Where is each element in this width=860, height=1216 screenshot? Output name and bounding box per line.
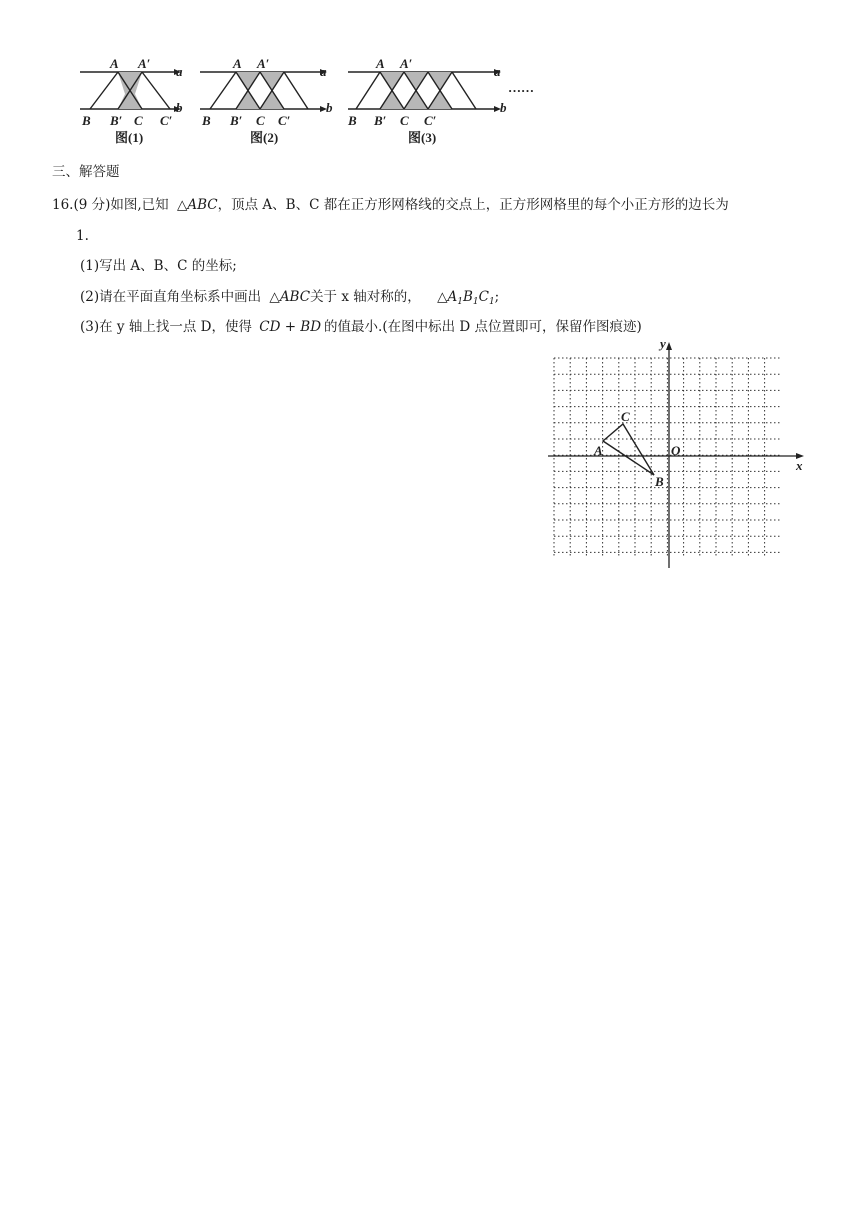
part3-expression: CD + BD [259, 319, 322, 335]
label-A: A [233, 56, 242, 71]
label-B: B [82, 113, 91, 128]
label-b: b [176, 100, 183, 115]
problem-suffix: ，顶点 A、B、C 都在正方形网格线的交点上，正方形网格里的每个小正方形的边长为 [217, 197, 729, 213]
label-a: a [494, 64, 501, 79]
coordinate-grid-figure [540, 338, 810, 572]
problem-16-line1 [52, 196, 729, 214]
label-b: b [500, 100, 507, 115]
label-C: C [256, 113, 265, 128]
label-A-prime: A′ [138, 56, 151, 71]
part-2 [80, 288, 499, 311]
part2-triangle: ABC [279, 289, 311, 305]
label-A-prime: A′ [257, 56, 270, 71]
subscript-1: 1 [457, 297, 463, 307]
label-C-prime: C′ [160, 113, 173, 128]
section-heading: 三、解答题 [52, 164, 120, 180]
problem-16-line2: 1. [76, 228, 89, 244]
part2-B1: B [462, 289, 473, 305]
origin-label: O [671, 443, 681, 458]
label-A-prime: A′ [400, 56, 413, 71]
label-A: A [376, 56, 385, 71]
label-a: a [176, 64, 183, 79]
ellipsis: …… [508, 80, 534, 95]
label-C-prime: C′ [424, 113, 437, 128]
label-B: B [202, 113, 211, 128]
subscript-1: 1 [472, 297, 479, 307]
label-A: A [110, 56, 119, 71]
label-B-prime: B′ [374, 113, 387, 128]
triangle-symbol: △ [176, 197, 188, 213]
caption-fig2: 图(2) [250, 130, 279, 145]
shade-bottom-fig1 [118, 94, 142, 109]
part2-C1: C [478, 289, 489, 305]
axis-y-label: y [660, 338, 666, 351]
label-C: C [134, 113, 143, 128]
label-a: a [320, 64, 327, 79]
triangle-symbol: △ [437, 289, 448, 305]
label-B: B [348, 113, 357, 128]
label-C-prime: C′ [278, 113, 291, 128]
label-B-prime: B′ [110, 113, 123, 128]
triangle-symbol: △ [269, 289, 280, 305]
translation-figures [70, 50, 560, 150]
label-b: b [326, 100, 333, 115]
part3-prefix: (3)在 y 轴上找一点 D，使得 [80, 319, 252, 335]
label-C: C [400, 113, 409, 128]
axis-x-label: x [796, 458, 803, 473]
part-3 [80, 318, 642, 336]
dotted-grid [554, 358, 780, 556]
part2-A1: A [447, 289, 458, 305]
triangle-ABC [603, 424, 654, 475]
point-B-label: B [655, 474, 664, 489]
label-B-prime: B′ [230, 113, 243, 128]
point-A-label: A [594, 443, 603, 458]
caption-fig1: 图(1) [115, 130, 144, 145]
part3-suffix: 的值最小.(在图中标出 D 点位置即可，保留作图痕迹) [324, 319, 642, 335]
part2-mid: 关于 x 轴对称的， [310, 289, 421, 305]
caption-fig3: 图(3) [408, 130, 437, 145]
part2-prefix: (2)请在平面直角坐标系中画出 [80, 289, 262, 305]
y-axis-arrow [666, 342, 672, 350]
part2-end: ; [494, 289, 500, 305]
point-C-label: C [621, 409, 630, 424]
triangle-name: ABC [187, 197, 218, 213]
problem-prefix: 16.(9 分)如图,已知 [52, 197, 169, 213]
subscript-1: 1 [488, 297, 495, 307]
part-1: (1)写出 A、B、C 的坐标; [80, 258, 237, 274]
